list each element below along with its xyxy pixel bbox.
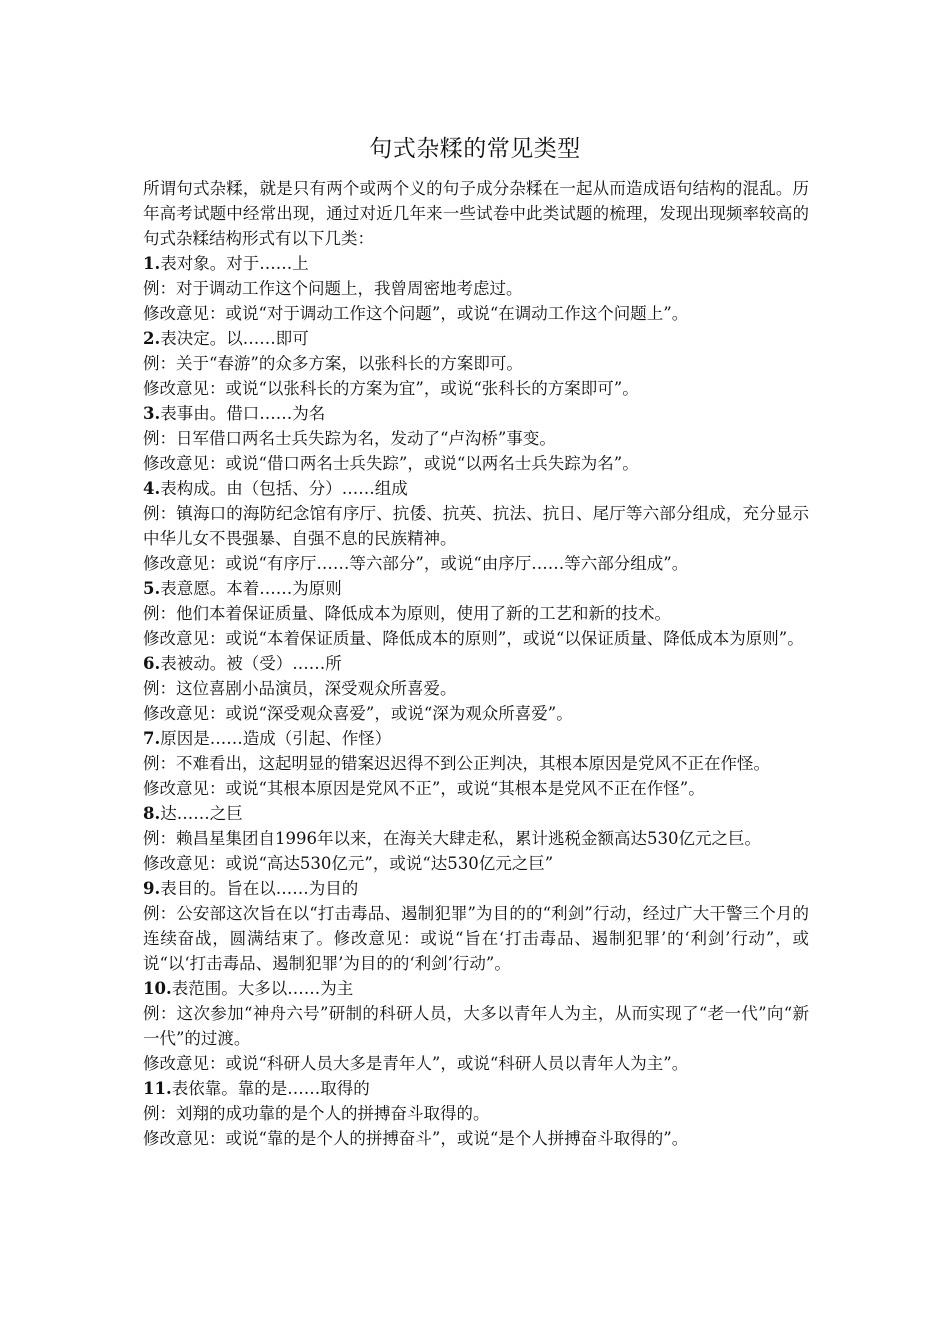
section-number: 4. (143, 479, 161, 498)
example-sentence: 例：公安部这次旨在以“打击毒品、遏制犯罪”为目的的“利剑”行动，经过广大干警三个月的连续奋战，圆满结束了。修改意见：或说“旨在‘打击毒品、遏制犯罪’的‘利剑’行动”，或说“以‘打击毒品、遏制犯罪’为目的的‘利剑’行动”。 (143, 904, 809, 973)
example-sentence: 例：日军借口两名士兵失踪为名，发动了“卢沟桥”事变。 (143, 429, 556, 448)
section-heading-text: 表意愿。本着……为原则 (160, 579, 342, 598)
section-4 (143, 476, 809, 576)
section-heading-text: 表决定。以……即可 (160, 329, 309, 348)
revision-suggestion: 修改意见：或说“对于调动工作这个问题”，或说“在调动工作这个问题上”。 (143, 304, 689, 323)
section-3 (143, 401, 809, 476)
revision-suggestion: 修改意见：或说“高达530亿元”，或说“达530亿元之巨” (143, 854, 554, 873)
example-sentence: 例：对于调动工作这个问题上，我曾周密地考虑过。 (143, 279, 523, 298)
section-heading-text: 原因是……造成（引起、作怪） (160, 729, 392, 748)
revision-suggestion: 修改意见：或说“深受观众喜爱”，或说“深为观众所喜爱”。 (143, 704, 573, 723)
section-number: 1. (143, 254, 161, 273)
section-2 (143, 326, 809, 401)
page-title: 句式杂糅的常见类型 (369, 136, 581, 162)
section-heading (143, 651, 809, 676)
revision-suggestion: 修改意见：或说“有序厅……等六部分”，或说“由序厅……等六部分组成”。 (143, 554, 689, 573)
section-heading-text: 表事由。借口……为名 (160, 404, 326, 423)
section-heading (143, 1076, 809, 1101)
section-6 (143, 651, 809, 726)
section-heading (143, 401, 809, 426)
section-heading (143, 326, 809, 351)
section-heading (143, 801, 809, 826)
revision-suggestion: 修改意见：或说“借口两名士兵失踪”，或说“以两名士兵失踪为名”。 (143, 454, 639, 473)
section-heading-text: 表被动。被（受）……所 (160, 654, 342, 673)
section-heading-text: 表目的。旨在以……为目的 (160, 879, 359, 898)
section-number: 6. (143, 654, 161, 673)
section-5 (143, 576, 809, 651)
section-heading (143, 251, 809, 276)
example-sentence: 例：关于“春游”的众多方案，以张科长的方案即可。 (143, 354, 523, 373)
section-list (143, 251, 809, 1151)
example-sentence: 例：他们本着保证质量、降低成本为原则，使用了新的工艺和新的技术。 (143, 604, 671, 623)
revision-suggestion: 修改意见：或说“本着保证质量、降低成本的原则”，或说“以保证质量、降低成本为原则”。 (143, 629, 804, 648)
section-number: 3. (143, 404, 161, 423)
section-heading (143, 476, 809, 501)
section-number: 7. (143, 729, 161, 748)
section-number: 9. (143, 879, 161, 898)
document-body (143, 176, 809, 1151)
revision-suggestion: 修改意见：或说“以张科长的方案为宜”，或说“张科长的方案即可”。 (143, 379, 639, 398)
section-heading-text: 达……之巨 (160, 804, 243, 823)
example-sentence: 例：赖昌星集团自1996年以来，在海关大肆走私，累计逃税金额高达530亿元之巨。 (143, 829, 761, 848)
section-number: 10. (143, 979, 172, 998)
section-number: 5. (143, 579, 161, 598)
intro-paragraph: 所谓句式杂糅，就是只有两个或两个义的句子成分杂糅在一起从而造成语句结构的混乱。历年高考试题中经常出现，通过对近几年来一些试卷中此类试题的梳理，发现出现频率较高的句式杂糅结构形式有以下几类： (143, 179, 809, 248)
section-1 (143, 251, 809, 326)
section-heading-text: 表依靠。靠的是……取得的 (171, 1079, 370, 1098)
section-11 (143, 1076, 809, 1151)
section-heading-text: 表范围。大多以……为主 (171, 979, 354, 998)
example-sentence: 例：刘翔的成功靠的是个人的拼搏奋斗取得的。 (143, 1104, 490, 1123)
example-sentence: 例：不难看出，这起明显的错案迟迟得不到公正判决，其根本原因是党风不正在作怪。 (143, 754, 770, 773)
revision-suggestion: 修改意见：或说“靠的是个人的拼搏奋斗”，或说“是个人拼搏奋斗取得的”。 (143, 1129, 689, 1148)
section-heading-text: 表对象。对于……上 (160, 254, 309, 273)
section-9 (143, 876, 809, 976)
revision-suggestion: 修改意见：或说“其根本原因是党风不正”，或说“其根本是党风不正在作怪”。 (143, 779, 705, 798)
section-10 (143, 976, 809, 1076)
revision-suggestion: 修改意见：或说“科研人员大多是青年人”，或说“科研人员以青年人为主”。 (143, 1054, 689, 1073)
example-sentence: 例：镇海口的海防纪念馆有序厅、抗倭、抗英、抗法、抗日、尾厅等六部分组成，充分显示中华儿女不畏强暴、自强不息的民族精神。 (143, 504, 809, 548)
section-8 (143, 801, 809, 876)
section-heading-text: 表构成。由（包括、分）……组成 (160, 479, 408, 498)
example-sentence: 例：这位喜剧小品演员，深受观众所喜爱。 (143, 679, 457, 698)
section-heading (143, 726, 809, 751)
section-number: 2. (143, 329, 161, 348)
section-heading (143, 576, 809, 601)
section-number: 8. (143, 804, 161, 823)
example-sentence: 例：这次参加“神舟六号”研制的科研人员，大多以青年人为主，从而实现了“老一代”向“新一代”的过渡。 (143, 1004, 809, 1048)
section-heading (143, 976, 809, 1001)
section-7 (143, 726, 809, 801)
section-number: 11. (143, 1079, 172, 1098)
section-heading (143, 876, 809, 901)
